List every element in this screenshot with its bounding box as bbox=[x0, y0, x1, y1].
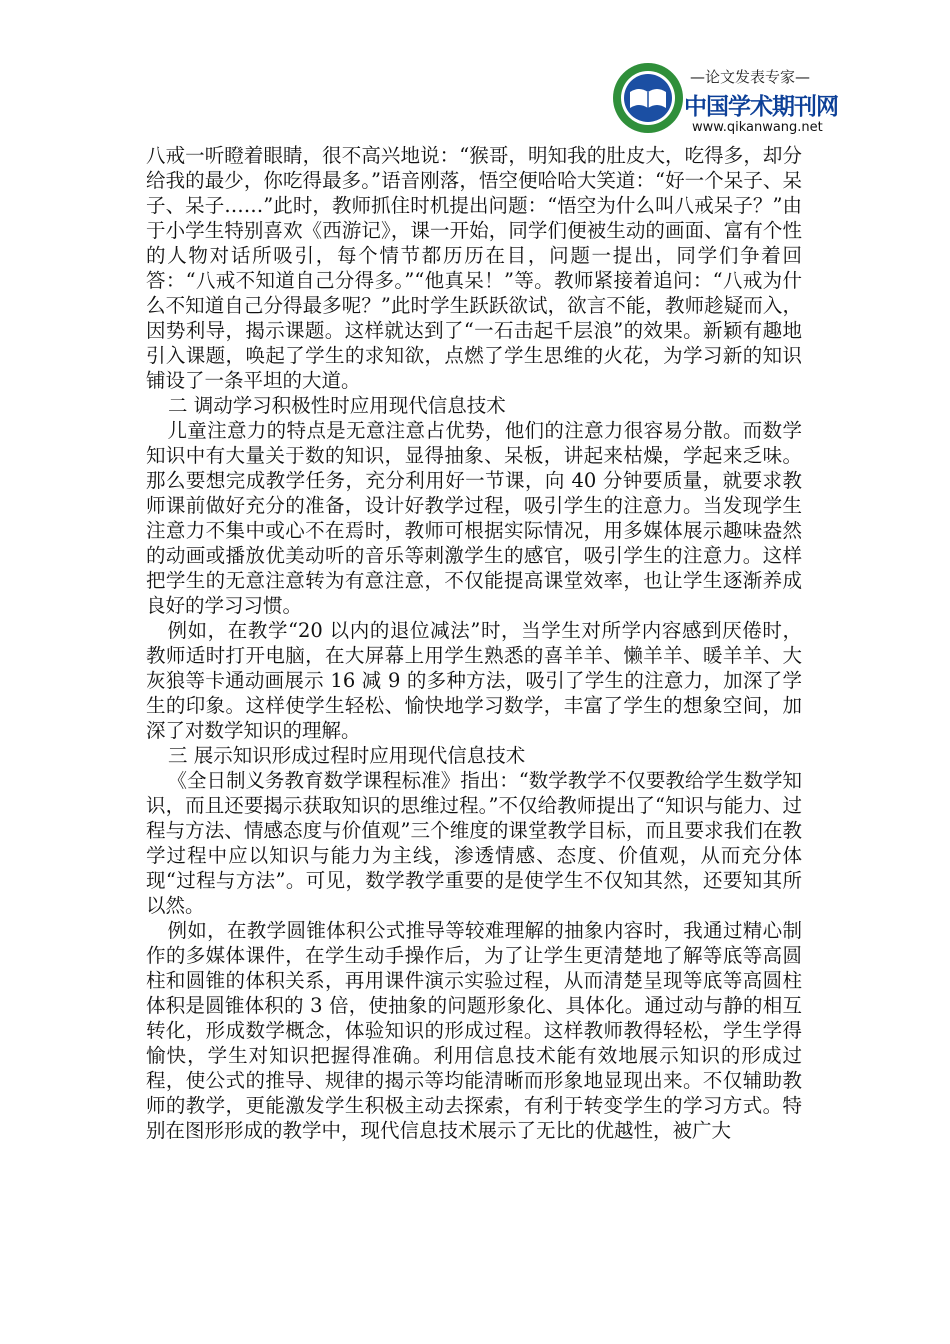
logo-slogan: —论文发表专家— bbox=[689, 68, 810, 86]
paragraph-example-subtraction: 例如，在教学“20 以内的退位减法”时，当学生对所学内容感到厌倦时，教师适时打开电脑，在大屏幕上用学生熟悉的喜羊羊、懒羊羊、暖羊羊、大灰狼等卡通动画展示 16 减 9 的多种方法，吸引了学生的注意力，加深了学生的印象。这样使学生轻松、愉快地学习数学，丰富了学生的想象空间，加深了对数学知识的理解。 bbox=[146, 619, 802, 742]
site-logo bbox=[612, 62, 838, 148]
journal-seal-icon bbox=[612, 62, 684, 134]
logo-name: 中国学术期刊网 bbox=[684, 94, 838, 120]
section-heading-3: 三 展示知识形成过程时应用现代信息技术 bbox=[168, 744, 526, 767]
paragraph-curriculum-standard: 《全日制义务教育数学课程标准》指出：“数学教学不仅要教给学生数学知识，而且还要揭示获取知识的思维过程。”不仅给教师提出了“知识与能力、过程与方法、情感态度与价值观”三个维度的课堂教学目标，而且要求我们在教学过程中应以知识与能力为主线，渗透情感、态度、价值观，从而充分体现“过程与方法”。可见，数学教学重要的是使学生不仅知其然，还要知其所以然。 bbox=[146, 769, 802, 917]
paragraph-attention: 儿童注意力的特点是无意注意占优势，他们的注意力很容易分散。而数学知识中有大量关于数的知识，显得抽象、呆板，讲起来枯燥，学起来乏味。那么要想完成教学任务，充分利用好一节课，向 40 分钟要质量，就要求教师课前做好充分的准备，设计好教学过程，吸引学生的注意力。当发现学生注意力不集中或心不在焉时，教师可根据实际情况，用多媒体展示趣味盎然的动画或播放优美动听的音乐等刺激学生的感官，吸引学生的注意力。这样把学生的无意注意转为有意注意，不仅能提高课堂效率，也让学生逐渐养成良好的学习习惯。 bbox=[146, 419, 802, 617]
logo-url[interactable]: www.qikanwang.net bbox=[692, 120, 823, 135]
paragraph-intro: 八戒一听瞪着眼睛，很不高兴地说：“猴哥，明知我的肚皮大，吃得多，却分给我的最少，你吃得最多。”语音刚落，悟空便哈哈大笑道：“好一个呆子、呆子、呆子……”此时，教师抓住时机提出问题：“悟空为什么叫八戒呆子？”由于小学生特别喜欢《西游记》，课一开始，同学们便被生动的画面、富有个性的人物对话所吸引，每个情节都历历在目，问题一提出，同学们争着回答：“八戒不知道自己分得多。”“他真呆！”等。教师紧接着追问：“八戒为什么不知道自己分得最多呢？”此时学生跃跃欲试，欲言不能，教师趁疑而入，因势利导，揭示课题。这样就达到了“一石击起千层浪”的效果。新颖有趣地引入课题，唤起了学生的求知欲，点燃了学生思维的火花，为学习新的知识铺设了一条平坦的大道。 bbox=[146, 144, 802, 392]
section-heading-2: 二 调动学习积极性时应用现代信息技术 bbox=[168, 394, 506, 417]
article-body bbox=[146, 143, 802, 1143]
paragraph-example-cone: 例如，在教学圆锥体积公式推导等较难理解的抽象内容时，我通过精心制作的多媒体课件，在学生动手操作后，为了让学生更清楚地了解等底等高圆柱和圆锥的体积关系，再用课件演示实验过程，从而清楚呈现等底等高圆柱体积是圆锥体积的 3 倍，使抽象的问题形象化、具体化。通过动与静的相互转化，形成数学概念，体验知识的形成过程。这样教师教得轻松，学生学得愉快，学生对知识把握得准确。利用信息技术能有效地展示知识的形成过程，使公式的推导、规律的揭示等均能清晰而形象地显现出来。不仅辅助教师的教学，更能激发学生积极主动去探索，有利于转变学生的学习方式。特别在图形形成的教学中，现代信息技术展示了无比的优越性，被广大 bbox=[146, 919, 802, 1142]
